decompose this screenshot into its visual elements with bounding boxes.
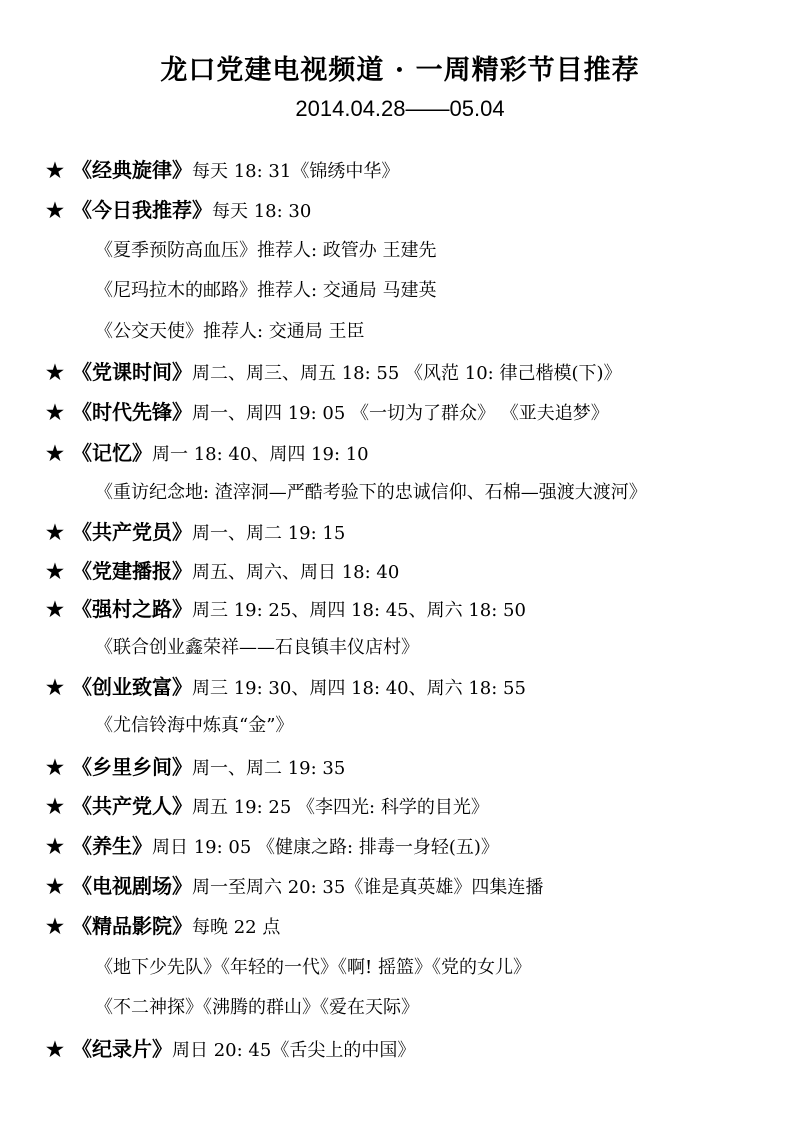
star-icon: ★ (46, 794, 64, 818)
program-line (46, 155, 399, 185)
star-icon: ★ (46, 520, 64, 544)
program-detail: 周日 20: 45《舌尖上的中国》 (172, 1040, 416, 1061)
program-detail: 周三 19: 25、周四 18: 45、周六 18: 50 (192, 600, 526, 621)
program-line (46, 871, 543, 901)
program-name: 《共产党员》 (72, 520, 192, 544)
program-name: 《纪录片》 (72, 1037, 172, 1061)
program-subline: 《尼玛拉木的邮路》推荐人: 交通局 马建英 (95, 280, 437, 301)
program-line (46, 672, 526, 702)
program-detail: 周二、周三、周五 18: 55 《风范 10: 律己楷模(下)》 (192, 363, 622, 384)
program-subline: 《公交天使》推荐人: 交通局 王臣 (95, 321, 365, 342)
star-icon: ★ (46, 755, 64, 779)
program-name: 《经典旋律》 (72, 158, 192, 182)
program-line (46, 357, 622, 387)
program-detail: 周一、周二 19: 15 (192, 523, 346, 544)
program-detail: 周日 19: 05 《健康之路: 排毒一身轻(五)》 (152, 837, 499, 858)
program-name: 《党建播报》 (72, 559, 192, 583)
program-subline: 《不二神探》《沸腾的群山》《爱在天际》 (95, 997, 419, 1018)
program-detail: 每天 18: 30 (212, 201, 312, 222)
program-detail: 周三 19: 30、周四 18: 40、周六 18: 55 (192, 678, 526, 699)
program-detail: 周五 19: 25 《李四光: 科学的目光》 (192, 797, 489, 818)
program-line (46, 911, 280, 941)
program-detail: 每天 18: 31《锦绣中华》 (192, 161, 400, 182)
program-name: 《乡里乡间》 (72, 755, 192, 779)
date-range: 2014.04.28——05.04 (295, 96, 505, 121)
star-icon: ★ (46, 1037, 64, 1061)
star-icon: ★ (46, 400, 64, 424)
program-name: 《今日我推荐》 (72, 198, 212, 222)
star-icon: ★ (46, 559, 64, 583)
program-detail: 周一、周二 19: 35 (192, 758, 346, 779)
star-icon: ★ (46, 914, 64, 938)
program-subline: 《地下少先队》《年轻的一代》《啊! 摇篮》《党的女儿》 (95, 957, 531, 978)
program-name: 《养生》 (72, 834, 152, 858)
program-line (46, 438, 369, 468)
program-line (46, 195, 311, 225)
program-detail: 周五、周六、周日 18: 40 (192, 562, 400, 583)
program-subline: 《尤信铃海中炼真“金”》 (95, 715, 294, 736)
star-icon: ★ (46, 360, 64, 384)
program-detail: 周一至周六 20: 35《谁是真英雄》四集连播 (192, 877, 544, 898)
program-line (46, 397, 609, 427)
program-line (46, 791, 489, 821)
program-line (46, 594, 526, 624)
program-name: 《精品影院》 (72, 914, 192, 938)
star-icon: ★ (46, 198, 64, 222)
program-detail: 每晚 22 点 (192, 917, 281, 938)
program-name: 《时代先锋》 (72, 400, 192, 424)
program-name: 《强村之路》 (72, 597, 192, 621)
program-subline: 《重访纪念地: 渣滓洞—严酷考验下的忠诚信仰、石棉—强渡大渡河》 (95, 482, 647, 503)
star-icon: ★ (46, 597, 64, 621)
program-name: 《共产党人》 (72, 794, 192, 818)
program-detail: 周一 18: 40、周四 19: 10 (152, 444, 369, 465)
page-title: 龙口党建电视频道 · 一周精彩节目推荐 (160, 55, 640, 86)
star-icon: ★ (46, 441, 64, 465)
star-icon: ★ (46, 874, 64, 898)
program-subline: 《联合创业鑫荣祥——石良镇丰仪店村》 (95, 637, 419, 658)
program-name: 《党课时间》 (72, 360, 192, 384)
program-line (46, 517, 345, 547)
program-line (46, 1034, 415, 1064)
program-name: 《电视剧场》 (72, 874, 192, 898)
program-line (46, 556, 399, 586)
star-icon: ★ (46, 158, 64, 182)
star-icon: ★ (46, 834, 64, 858)
program-line (46, 831, 499, 861)
program-name: 《记忆》 (72, 441, 152, 465)
star-icon: ★ (46, 675, 64, 699)
program-subline: 《夏季预防高血压》推荐人: 政管办 王建先 (95, 240, 437, 261)
program-line (46, 752, 345, 782)
program-detail: 周一、周四 19: 05 《一切为了群众》 《亚夫追梦》 (192, 403, 609, 424)
program-name: 《创业致富》 (72, 675, 192, 699)
